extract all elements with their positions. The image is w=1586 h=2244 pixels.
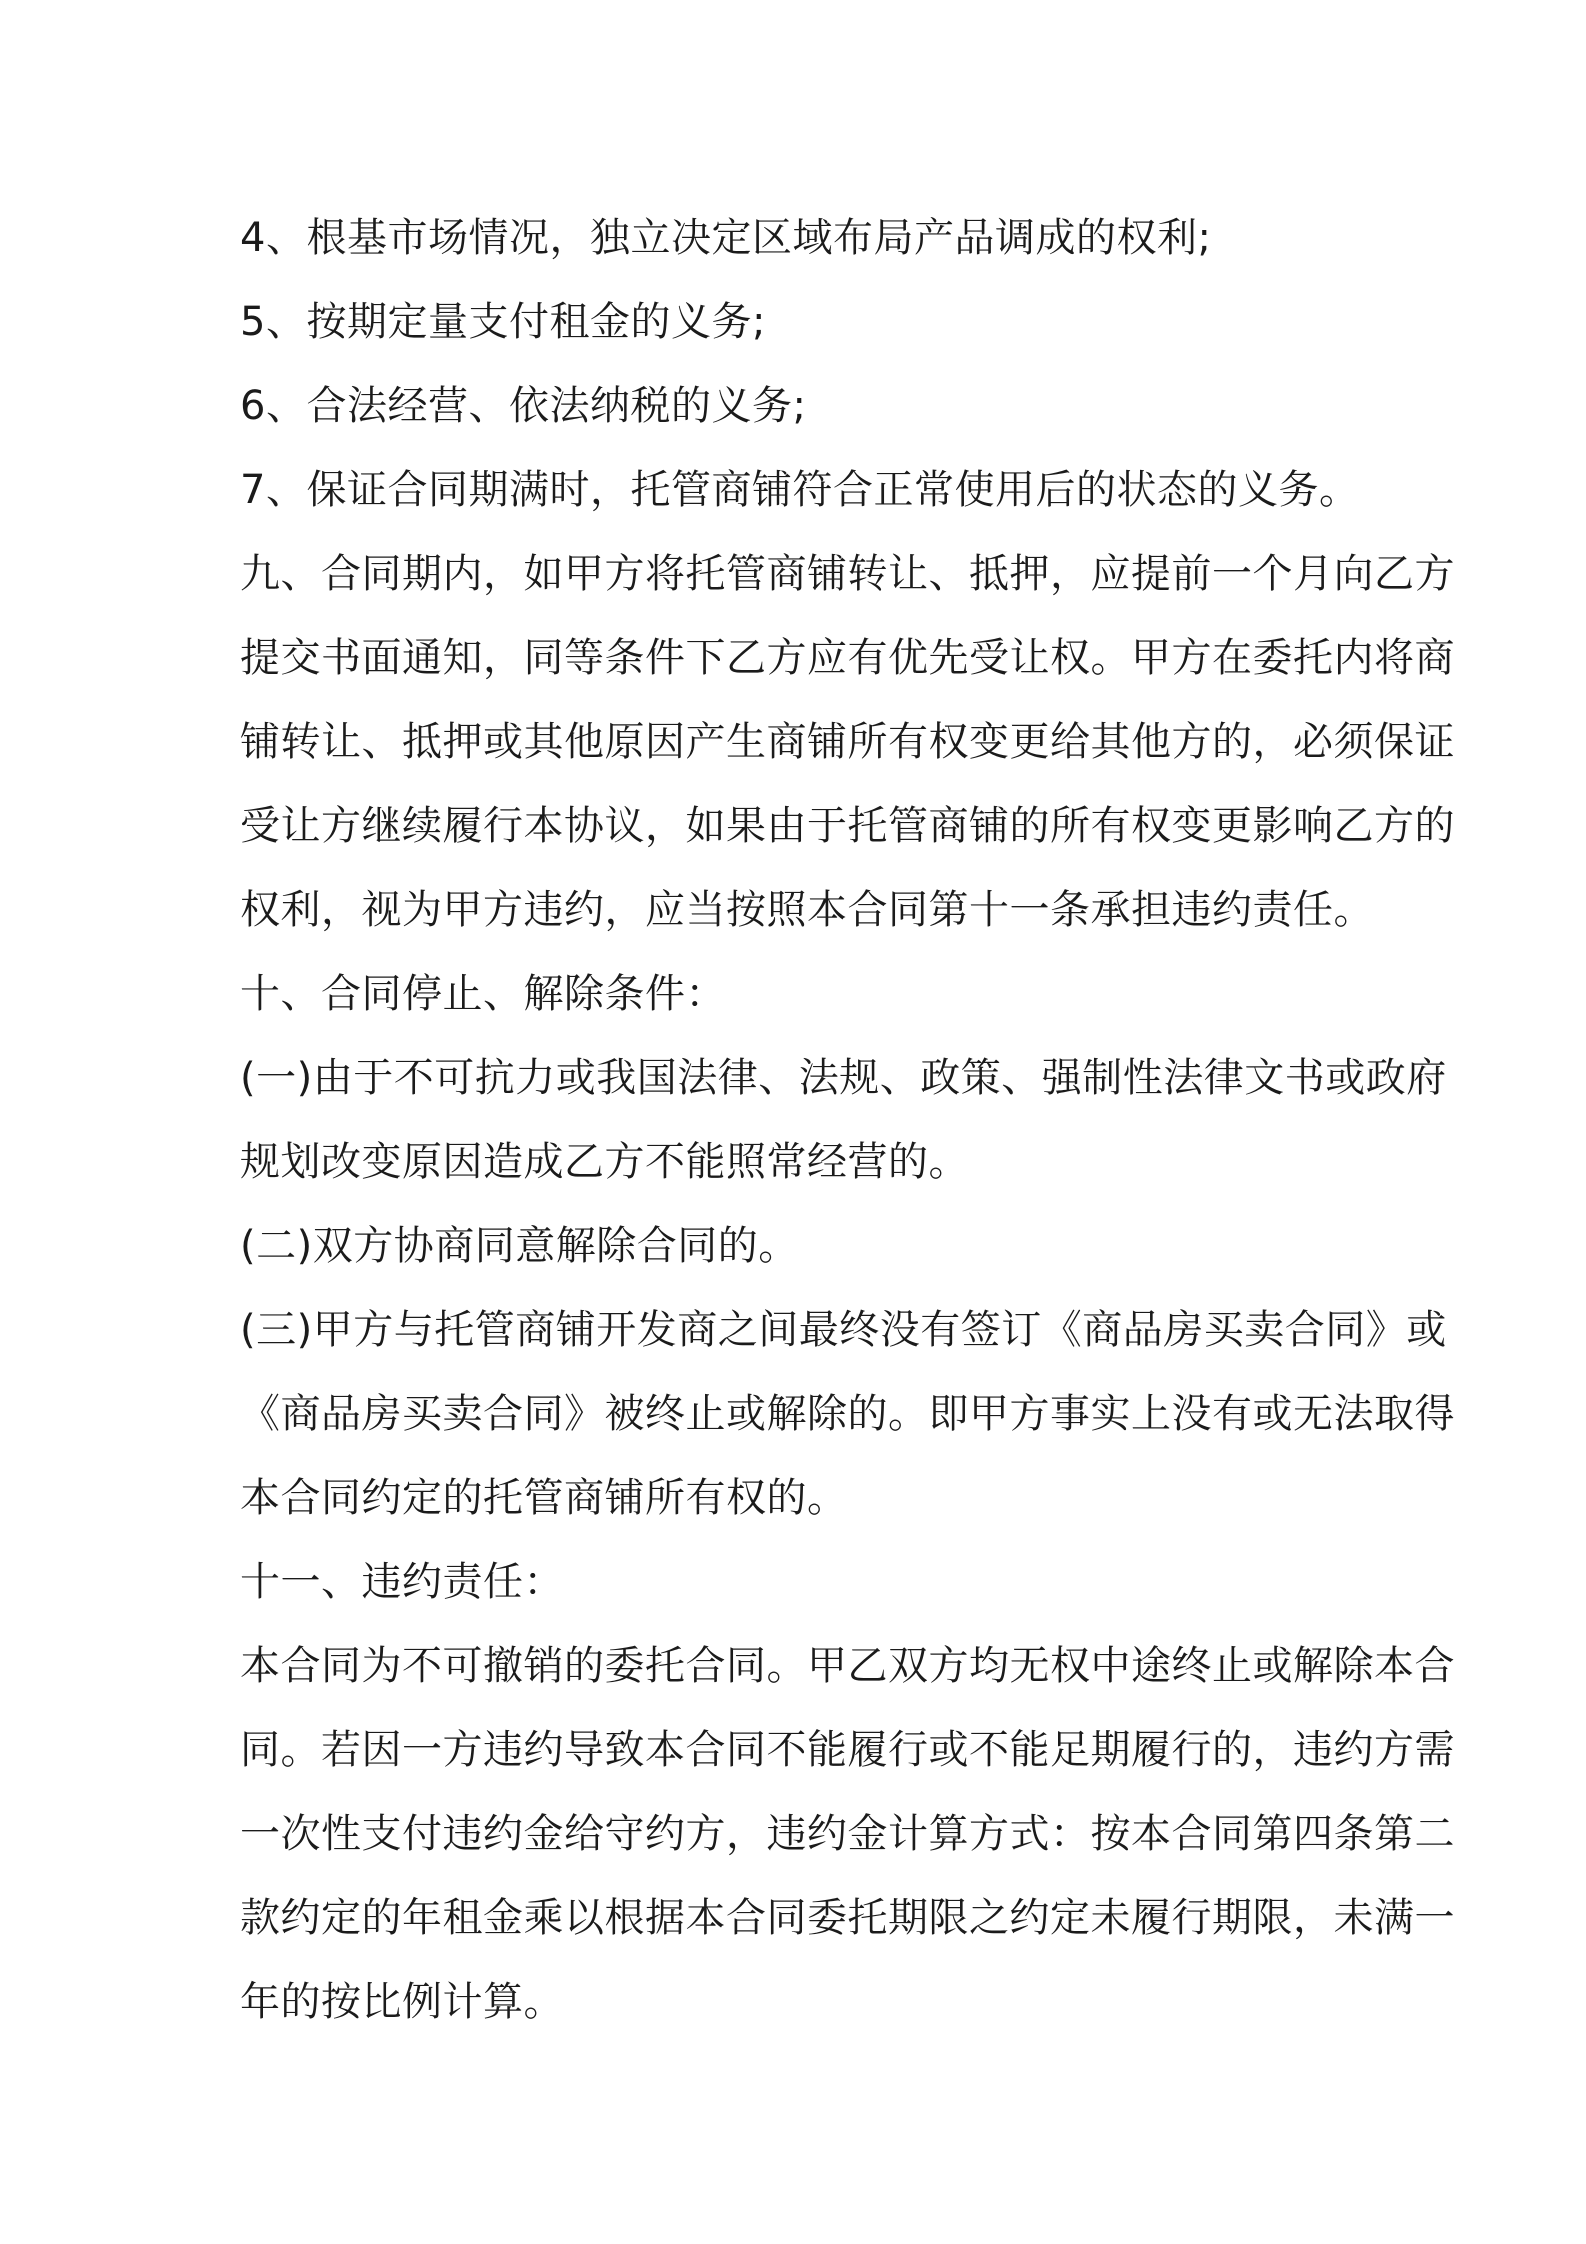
text-line: 十、合同停止、解除条件：	[240, 971, 726, 1017]
text-line: (一)由于不可抗力或我国法律、法规、政策、强制性法律文书或政府	[240, 1055, 1447, 1101]
text-line: 提交书面通知，同等条件下乙方应有优先受让权。甲方在委托内将商	[240, 635, 1455, 681]
text-line: 十一、违约责任：	[240, 1559, 564, 1605]
text-line: 年的按比例计算。	[240, 1979, 564, 2025]
text-line: 《商品房买卖合同》被终止或解除的。即甲方事实上没有或无法取得	[240, 1391, 1455, 1437]
text-line: 4、根基市场情况，独立决定区域布局产品调成的权利;	[240, 215, 1212, 261]
text-line: 权利，视为甲方违约，应当按照本合同第十一条承担违约责任。	[240, 887, 1374, 933]
text-line: 九、合同期内，如甲方将托管商铺转让、抵押，应提前一个月向乙方	[240, 551, 1455, 597]
document-body	[240, 196, 1455, 2044]
text-line: 款约定的年租金乘以根据本合同委托期限之约定未履行期限，未满一	[240, 1895, 1455, 1941]
text-line: 受让方继续履行本协议，如果由于托管商铺的所有权变更影响乙方的	[240, 803, 1455, 849]
text-line: 7、保证合同期满时，托管商铺符合正常使用后的状态的义务。	[240, 467, 1360, 513]
text-line: 5、按期定量支付租金的义务;	[240, 299, 766, 345]
text-line: 同。若因一方违约导致本合同不能履行或不能足期履行的，违约方需	[240, 1727, 1455, 1773]
text-line: (三)甲方与托管商铺开发商之间最终没有签订《商品房买卖合同》或	[240, 1307, 1447, 1353]
text-line: (二)双方协商同意解除合同的。	[240, 1223, 799, 1269]
text-line: 本合同为不可撤销的委托合同。甲乙双方均无权中途终止或解除本合	[240, 1643, 1455, 1689]
text-line: 本合同约定的托管商铺所有权的。	[240, 1475, 848, 1521]
text-line: 规划改变原因造成乙方不能照常经营的。	[240, 1139, 969, 1185]
text-line: 铺转让、抵押或其他原因产生商铺所有权变更给其他方的，必须保证	[240, 719, 1455, 765]
text-line: 6、合法经营、依法纳税的义务;	[240, 383, 807, 429]
text-line: 一次性支付违约金给守约方，违约金计算方式：按本合同第四条第二	[240, 1811, 1455, 1857]
